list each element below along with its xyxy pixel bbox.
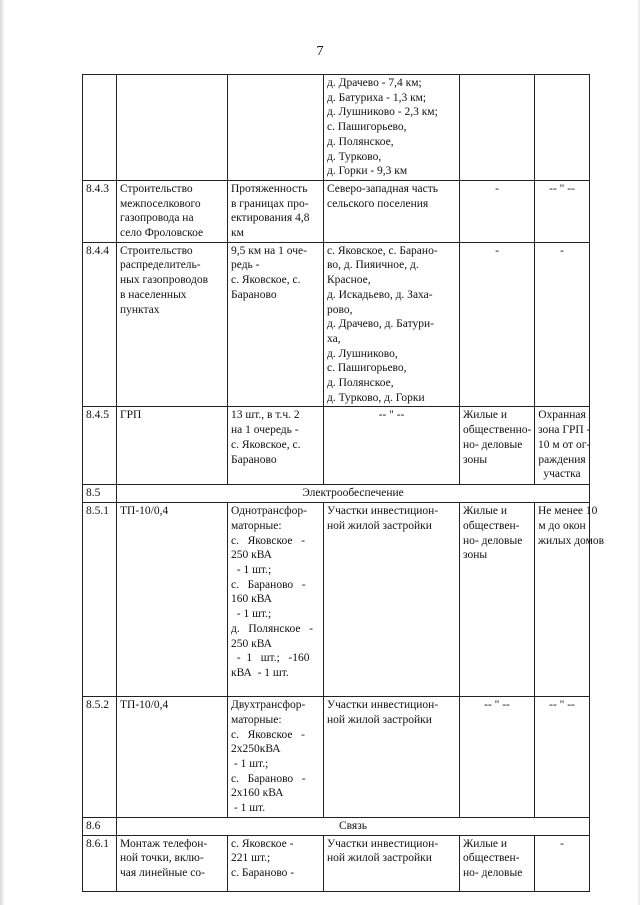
cell-line: с. Бараново - <box>231 772 306 785</box>
cell-location <box>324 697 460 818</box>
cell-line: Двухтрансфор- <box>231 699 306 712</box>
cell-line: с. Яковское - <box>231 837 294 850</box>
cell-line: межпоселкового <box>120 197 201 210</box>
cell-line: зоны <box>463 453 488 466</box>
cell-line: участка <box>543 468 581 481</box>
cell-line: - 1 шт.; <box>231 757 269 770</box>
page-number: 7 <box>316 44 324 59</box>
cell-location <box>324 242 460 407</box>
cell-line: общественно- <box>463 424 532 437</box>
cell-line: с. Яковское - <box>231 728 305 741</box>
cell-line: д. Драчево - 7,4 км; <box>327 77 422 89</box>
cell-line: д. Турково, д. Горки <box>327 391 425 404</box>
cell-line: Монтаж телефон- <box>120 837 208 850</box>
cell-line: обществен- <box>463 519 520 532</box>
cell-location <box>324 75 460 181</box>
cell-line: м до окон <box>538 519 586 532</box>
cell-line: ной жилой застройки <box>327 713 432 726</box>
cell-line: ной жилой застройки <box>327 852 432 865</box>
cell-line: обществен- <box>463 852 520 865</box>
cell-line: чая линейные со- <box>120 866 205 879</box>
section-row <box>83 817 590 835</box>
cell-line: во, д. Пияичное, д. <box>327 259 419 272</box>
cell-name <box>117 75 228 181</box>
cell-capacity <box>228 835 324 891</box>
cell-line: в границах про- <box>231 197 309 210</box>
cell-line: пунктах <box>120 303 160 316</box>
cell-number: 8.4.5 <box>83 407 117 485</box>
cell-zone-type <box>460 697 535 818</box>
cell-line: д. Горки - 9,3 км <box>327 165 408 178</box>
cell-line: - <box>560 837 564 850</box>
cell-zone-type <box>460 407 535 485</box>
cell-line: жилых домов <box>538 534 605 547</box>
cell-restrictions <box>535 180 590 242</box>
cell-restrictions <box>535 242 590 407</box>
cell-zone-type <box>460 835 535 891</box>
cell-capacity <box>228 697 324 818</box>
cell-line: с. Пашигорьево, <box>327 362 407 375</box>
cell-line: сельского поселения <box>327 197 429 210</box>
cell-line: Бараново <box>231 453 277 466</box>
cell-line: с. Яковское, с. <box>231 438 301 451</box>
table-row <box>83 697 590 818</box>
cell-location <box>324 835 460 891</box>
cell-line: 10 м от ог- <box>538 438 591 451</box>
cell-number: 8.5 <box>83 485 117 503</box>
cell-line: маторные: <box>231 519 282 532</box>
cell-line: ТП-10/0,4 <box>120 505 169 518</box>
cell-line: ха, <box>327 332 341 345</box>
cell-line: д. Искадьево, д. Заха- <box>327 288 433 301</box>
cell-line: д. Полянское - <box>231 622 313 635</box>
cell-zone-type <box>460 75 535 181</box>
cell-restrictions <box>535 75 590 181</box>
section-title: Связь <box>117 817 590 835</box>
cell-line: 2х250кВА <box>231 743 281 756</box>
cell-restrictions <box>535 697 590 818</box>
cell-line: 2х160 кВА <box>231 787 284 800</box>
cell-number: 8.4.3 <box>83 180 117 242</box>
cell-restrictions <box>535 503 605 697</box>
cell-name <box>117 697 228 818</box>
cell-zone-type <box>460 503 535 697</box>
cell-line: в населенных <box>120 288 187 301</box>
cell-line: км <box>231 227 244 240</box>
cell-line: ГРП <box>120 409 142 422</box>
cell-line: -- " -- <box>549 182 575 195</box>
cell-location <box>324 407 460 485</box>
cell-line: с. Яковское, с. <box>231 274 301 287</box>
cell-line: маторные: <box>231 713 282 726</box>
cell-number: 8.4.4 <box>83 242 117 407</box>
cell-line: Участки инвестицион- <box>327 837 439 850</box>
cell-line: -- " -- <box>378 409 405 422</box>
scan-left-edge <box>0 0 4 905</box>
cell-number: 8.5.2 <box>83 697 117 818</box>
cell-number <box>83 75 117 181</box>
cell-line: - <box>495 182 499 195</box>
cell-line: д. Батуриха - 1,3 км; <box>327 91 427 104</box>
table-body <box>83 75 605 892</box>
cell-line: д. Турково, <box>327 150 382 163</box>
cell-line: Не менее 10 <box>538 505 598 518</box>
cell-line: ТП-10/0,4 <box>120 699 169 712</box>
cell-line: рово, <box>327 303 353 316</box>
cell-line: Жилые и <box>463 837 508 850</box>
cell-line: с. Пашигорьево, <box>327 121 407 134</box>
infrastructure-table <box>82 74 605 892</box>
cell-restrictions <box>535 835 590 891</box>
cell-name <box>117 407 228 485</box>
cell-line: Строительство <box>120 182 193 195</box>
cell-line: газопровода на <box>120 212 194 225</box>
cell-line: Северо-западная часть <box>327 182 439 195</box>
cell-line: - <box>495 244 499 257</box>
cell-name <box>117 242 228 407</box>
cell-line: -- " -- <box>549 699 575 712</box>
cell-capacity <box>228 75 324 181</box>
cell-line: 250 кВА <box>231 637 272 650</box>
cell-location <box>324 503 460 697</box>
cell-line: д. Полянское, <box>327 135 394 148</box>
table-row <box>83 180 590 242</box>
cell-line: - 1 шт.; <box>231 563 272 576</box>
cell-number: 8.6 <box>83 817 117 835</box>
cell-capacity <box>228 503 324 697</box>
cell-line: ектирования 4,8 <box>231 212 310 225</box>
cell-line: но- деловые <box>463 866 523 879</box>
cell-line: Охранная <box>538 409 586 422</box>
table-row <box>83 242 590 407</box>
cell-line: - 1 шт.; <box>231 608 272 621</box>
cell-line: Бараново <box>231 288 277 301</box>
cell-line: Красное, <box>327 274 371 287</box>
cell-location <box>324 180 460 242</box>
table-row <box>83 407 590 485</box>
cell-line: Протяженность <box>231 182 308 195</box>
cell-number: 8.5.1 <box>83 503 117 697</box>
cell-line: 250 кВА <box>231 549 272 562</box>
cell-capacity <box>228 407 324 485</box>
cell-line: зона ГРП - <box>538 424 591 437</box>
cell-capacity <box>228 180 324 242</box>
cell-line: с. Бараново - <box>231 578 306 591</box>
cell-line: на 1 очередь - <box>231 424 299 437</box>
cell-line: Однотрансфор- <box>231 505 307 518</box>
cell-line: 221 шт.; <box>231 852 271 865</box>
section-row <box>83 485 590 503</box>
cell-line: Участки инвестицион- <box>327 699 439 712</box>
cell-line: кВА - 1 шт. <box>231 666 289 679</box>
table-row <box>83 835 590 891</box>
cell-name <box>117 503 228 697</box>
cell-line: редь - <box>231 259 260 272</box>
cell-line: 160 кВА <box>231 593 272 606</box>
cell-name <box>117 835 228 891</box>
cell-line: 9,5 км на 1 оче- <box>231 244 307 257</box>
cell-line: - 1 шт.; -160 <box>231 652 310 665</box>
cell-line: д. Лушниково - 2,3 км; <box>327 106 438 119</box>
cell-zone-type <box>460 180 535 242</box>
cell-line: - <box>560 244 564 257</box>
cell-line: д. Драчево, д. Батури- <box>327 318 434 331</box>
cell-line: но- деловые <box>463 534 523 547</box>
table-row <box>83 503 590 697</box>
cell-line: ной жилой застройки <box>327 519 432 532</box>
cell-line: Участки инвестицион- <box>327 505 439 518</box>
cell-line: с. Яковское, с. Барано- <box>327 244 438 257</box>
cell-line: но- деловые <box>463 438 523 451</box>
cell-capacity <box>228 242 324 407</box>
cell-line: с. Бараново - <box>231 866 295 879</box>
cell-line: 13 шт., в т.ч. 2 <box>231 409 300 422</box>
cell-line: раждения <box>538 453 586 466</box>
cell-line: село Фроловское <box>120 227 204 240</box>
cell-restrictions <box>535 407 590 485</box>
cell-number: 8.6.1 <box>83 835 117 891</box>
cell-line: д. Полянское, <box>327 377 394 390</box>
cell-line: - 1 шт. <box>231 802 266 815</box>
cell-line: ных газопроводов <box>120 274 209 287</box>
cell-line: распределитель- <box>120 259 201 272</box>
section-title: Электрообеспечение <box>117 485 590 503</box>
cell-line: д. Лушниково, <box>327 347 398 360</box>
cell-line: зоны <box>463 549 488 562</box>
cell-zone-type <box>460 242 535 407</box>
cell-line: -- " -- <box>484 699 510 712</box>
table-row <box>83 75 590 181</box>
cell-line: ной точки, вклю- <box>120 852 204 865</box>
cell-line: Жилые и <box>463 505 508 518</box>
cell-line: с. Яковское - <box>231 534 305 547</box>
cell-line: Строительство <box>120 244 193 257</box>
cell-name <box>117 180 228 242</box>
cell-line: Жилые и <box>463 409 508 422</box>
